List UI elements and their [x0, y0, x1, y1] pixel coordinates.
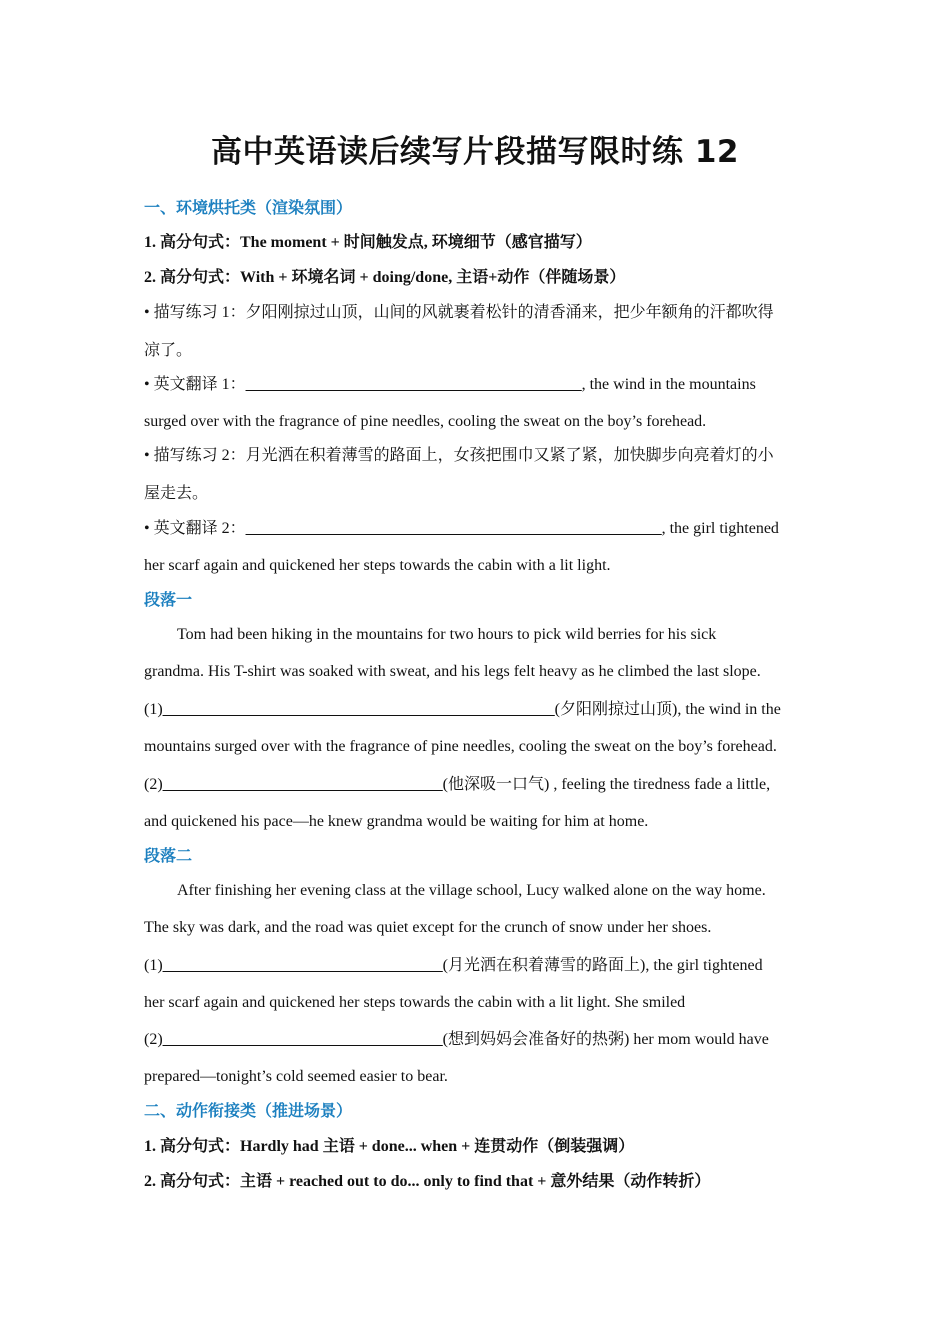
- translation-1-label: • 英文翻译 1：: [144, 376, 246, 393]
- paragraph-2-line: The sky was dark, and the road was quiet except for the crunch of snow under her shoes.: [144, 919, 712, 936]
- translation-1-blank[interactable]: __________________________________________: [245, 376, 582, 393]
- paragraph-1-line: Tom had been hiking in the mountains for two hours to pick wild berries for his sick: [177, 626, 717, 643]
- translation-1: [144, 373, 824, 397]
- section-heading-action: 二、动作衔接类（推进场景）: [144, 1103, 353, 1120]
- page-title: 高中英语读后续写片段描写限时练 12: [211, 134, 739, 170]
- paragraph-1-blank-1-line: [144, 698, 824, 722]
- sentence-pattern-2: 2. 高分句式：主语 + reached out to do... only to find that + 意外结果（动作转折）: [144, 1173, 711, 1190]
- translation-2-label: • 英文翻译 2：: [144, 520, 246, 537]
- paragraph-2-line: her scarf again and quickened her steps towards the cabin with a lit light. She smiled: [144, 994, 686, 1011]
- translation-2-blank[interactable]: ____________________________________________________: [245, 520, 662, 537]
- blank-hint: (夕阳刚掠过山顶), the wind in the: [554, 701, 781, 718]
- blank-hint: (月光洒在积着薄雪的路面上), the girl tightened: [442, 957, 763, 974]
- paragraph-1-heading: 段落一: [144, 592, 193, 609]
- paragraph-1-line: grandma. His T-shirt was soaked with sweat, and his legs felt heavy as he climbed the last slope.: [144, 663, 761, 680]
- fill-in-blank[interactable]: ___________________________________: [162, 776, 443, 793]
- blank-number: (2): [144, 776, 163, 793]
- fill-in-blank[interactable]: ___________________________________: [162, 1031, 443, 1048]
- practice-1-text: • 描写练习 1：夕阳刚掠过山顶，山间的风就裹着松针的清香涌来，把少年额角的汗都吹得: [144, 304, 774, 321]
- practice-1-text-cont: 凉了。: [144, 342, 193, 359]
- practice-2-text-cont: 屋走去。: [144, 485, 209, 502]
- paragraph-2-blank-2-line: [144, 1028, 824, 1052]
- translation-1-cont: surged over with the fragrance of pine needles, cooling the sweat on the boy’s forehead.: [144, 413, 707, 430]
- sentence-pattern-2: 2. 高分句式：With + 环境名词 + doing/done, 主语+动作（伴随场景）: [144, 269, 626, 286]
- paragraph-1-line: mountains surged over with the fragrance of pine needles, cooling the sweat on the boy’s forehead.: [144, 738, 777, 755]
- blank-hint: (他深吸一口气) , feeling the tiredness fade a little,: [442, 776, 771, 793]
- translation-1-suffix: , the wind in the mountains: [581, 376, 756, 393]
- blank-hint: (想到妈妈会准备好的热粥) her mom would have: [442, 1031, 769, 1048]
- fill-in-blank[interactable]: ___________________________________: [162, 957, 443, 974]
- paragraph-1-blank-2-line: [144, 773, 824, 797]
- section-heading-environment: 一、环境烘托类（渲染氛围）: [144, 200, 353, 217]
- translation-2-cont: her scarf again and quickened her steps towards the cabin with a lit light.: [144, 557, 611, 574]
- sentence-pattern-1: 1. 高分句式：The moment + 时间触发点, 环境细节（感官描写）: [144, 234, 592, 251]
- paragraph-2-line: prepared—tonight’s cold seemed easier to bear.: [144, 1068, 448, 1085]
- practice-2-text: • 描写练习 2：月光洒在积着薄雪的路面上，女孩把围巾又紧了紧，加快脚步向亮着灯的小: [144, 447, 774, 464]
- translation-2-suffix: , the girl tightened: [661, 520, 779, 537]
- paragraph-2-heading: 段落二: [144, 848, 193, 865]
- translation-2: [144, 517, 824, 541]
- paragraph-2-line: After finishing her evening class at the village school, Lucy walked alone on the way home.: [177, 882, 766, 899]
- blank-number: (1): [144, 957, 163, 974]
- paragraph-2-blank-1-line: [144, 954, 824, 978]
- fill-in-blank[interactable]: _________________________________________________: [162, 701, 555, 718]
- sentence-pattern-1: 1. 高分句式：Hardly had 主语 + done... when + 连贯动作（倒装强调）: [144, 1138, 635, 1155]
- paragraph-1-line: and quickened his pace—he knew grandma would be waiting for him at home.: [144, 813, 649, 830]
- blank-number: (1): [144, 701, 163, 718]
- blank-number: (2): [144, 1031, 163, 1048]
